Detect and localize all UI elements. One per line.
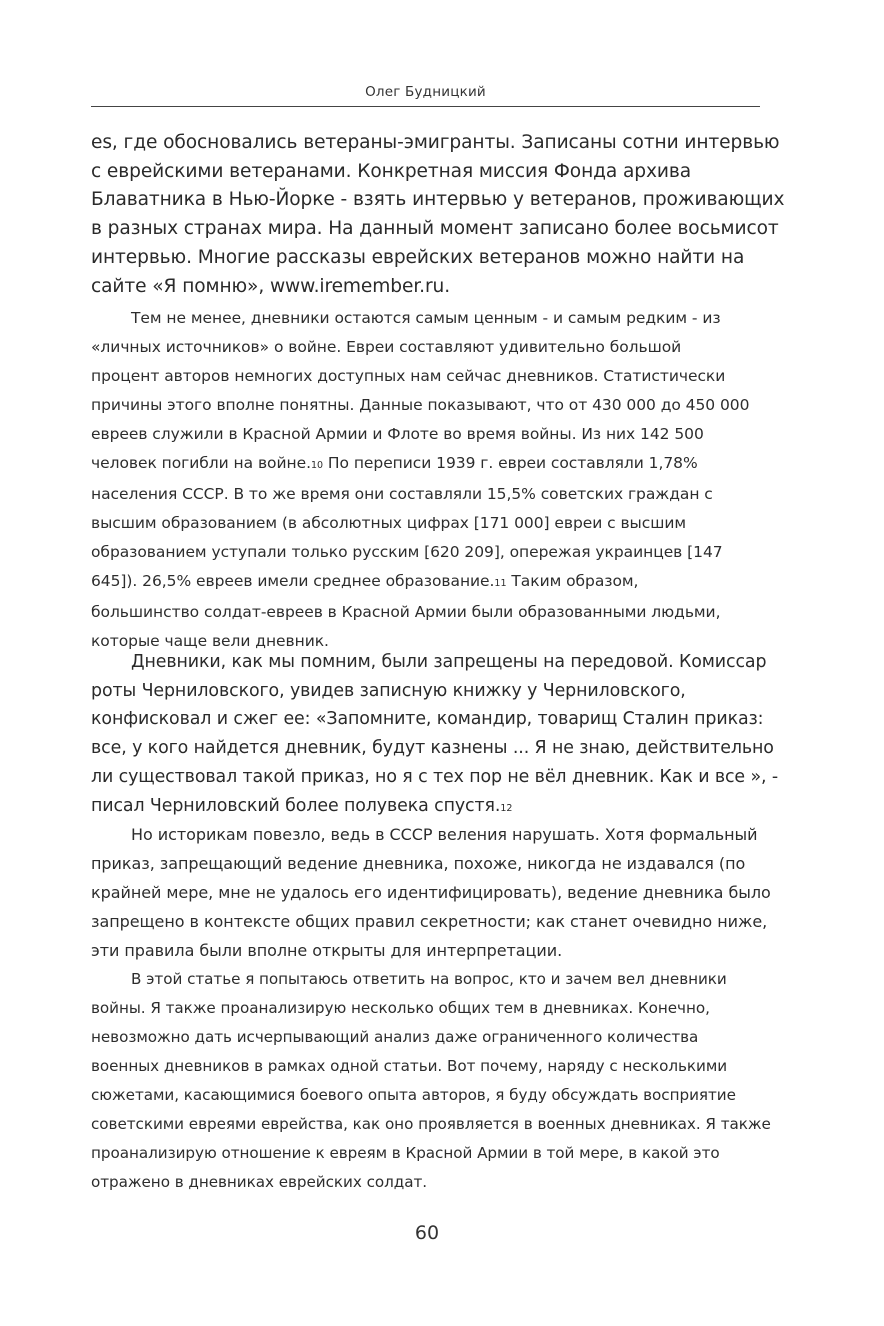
text-segment: По переписи 1939 г. евреи составляли 1,78% (323, 454, 698, 472)
header-rule (91, 106, 760, 107)
text-line: военных дневников в рамках одной статьи. Вот почему, наряду с несколькими (91, 1057, 728, 1075)
text-line (91, 567, 767, 598)
text-segment: человек погибли на войне. (91, 454, 311, 472)
text-line: интервью. Многие рассказы еврейских ветеранов можно найти на (91, 246, 745, 268)
text-line: войны. Я также проанализирую несколько общих тем в дневниках. Конечно, (91, 999, 710, 1017)
text-line: в разных странах мира. На данный момент записано более восьмисот (91, 218, 779, 240)
text-line: es, где обосновались ветераны-эмигранты. Записаны сотни интервью (91, 132, 780, 153)
footnote-ref-12[interactable]: 12 (500, 802, 513, 814)
text-line: «личных источников» о войне. Евреи составляют удивительно большой (91, 338, 682, 356)
paragraph-2 (91, 304, 767, 656)
text-line: Тем не менее, дневники остаются самым ценным - и самым редким - из (131, 309, 721, 327)
text-line (91, 792, 767, 824)
footnote-ref-11[interactable]: 11 (494, 578, 507, 589)
text-line: населения СССР. В то же время они составляли 15,5% советских граждан с (91, 485, 713, 503)
paragraph-1 (91, 129, 785, 301)
text-line: все, у кого найдется дневник, будут казнены ... Я не знаю, действительно (91, 738, 774, 759)
text-segment: 645]). 26,5% евреев имели среднее образование. (91, 572, 495, 590)
text-line (91, 449, 767, 480)
text-line: проанализирую отношение к евреям в Красной Армии в той мере, в какой это (91, 1144, 720, 1162)
text-line: роты Черниловского, увидев записную книжку у Черниловского, (91, 680, 686, 701)
text-line: отражено в дневниках еврейских солдат. (91, 1173, 428, 1191)
footnote-ref-10[interactable]: 10 (310, 460, 324, 471)
text-line: сайте «Я помню», www.iremember.ru. (91, 275, 451, 297)
text-line: конфисковал и сжег ее: «Запомните, командир, товарищ Сталин приказ: (91, 709, 764, 730)
text-line: евреев служили в Красной Армии и Флоте во время войны. Из них 142 500 (91, 425, 704, 443)
running-head-author: Олег Будницкий (365, 84, 486, 100)
page-number: 60 (414, 1222, 440, 1244)
text-line: причины этого вполне понятны. Данные показывают, что от 430 000 до 450 000 (91, 396, 750, 414)
paragraph-5 (91, 965, 771, 1197)
text-line: крайней мере, мне не удалось его идентифицировать), ведение дневника было (91, 883, 771, 902)
text-line: запрещено в контексте общих правил секретности; как станет очевидно ниже, (91, 912, 768, 931)
text-line: невозможно дать исчерпывающий анализ даже ограниченного количества (91, 1028, 699, 1046)
text-line: Блаватника в Нью-Йорке - взять интервью у ветеранов, проживающих (91, 189, 785, 211)
text-line: с еврейскими ветеранами. Конкретная миссия Фонда архива (91, 160, 692, 182)
text-segment: Таким образом, (506, 572, 639, 590)
paragraph-4 (91, 820, 771, 965)
text-line: В этой статье я попытаюсь ответить на вопрос, кто и зачем вел дневники (131, 970, 727, 988)
text-line: Но историкам повезло, ведь в СССР веления нарушать. Хотя формальный (131, 825, 758, 844)
paragraph-3 (91, 648, 779, 823)
text-line: большинство солдат-евреев в Красной Армии были образованными людьми, (91, 603, 721, 621)
text-line: которые чаще вели дневник. (91, 632, 329, 650)
text-line: высшим образованием (в абсолютных цифрах [171 000] евреи с высшим (91, 514, 687, 532)
text-segment: писал Черниловский более полувека спустя. (91, 795, 501, 816)
text-line: сюжетами, касающимися боевого опыта авторов, я буду обсуждать восприятие (91, 1086, 736, 1104)
text-line: образованием уступали только русским [620 209], опережая украинцев [147 (91, 543, 723, 561)
text-line: эти правила были вполне открыты для интерпретации. (91, 941, 563, 960)
text-line: советскими евреями еврейства, как оно проявляется в военных дневниках. Я также (91, 1115, 771, 1133)
text-line: процент авторов немногих доступных нам сейчас дневников. Статистически (91, 367, 726, 385)
text-line: приказ, запрещающий ведение дневника, похоже, никогда не издавался (по (91, 854, 746, 873)
text-line: Дневники, как мы помним, были запрещены на передовой. Комиссар (131, 652, 767, 672)
text-line: ли существовал такой приказ, но я с тех пор не вёл дневник. Как и все », - (91, 766, 779, 787)
